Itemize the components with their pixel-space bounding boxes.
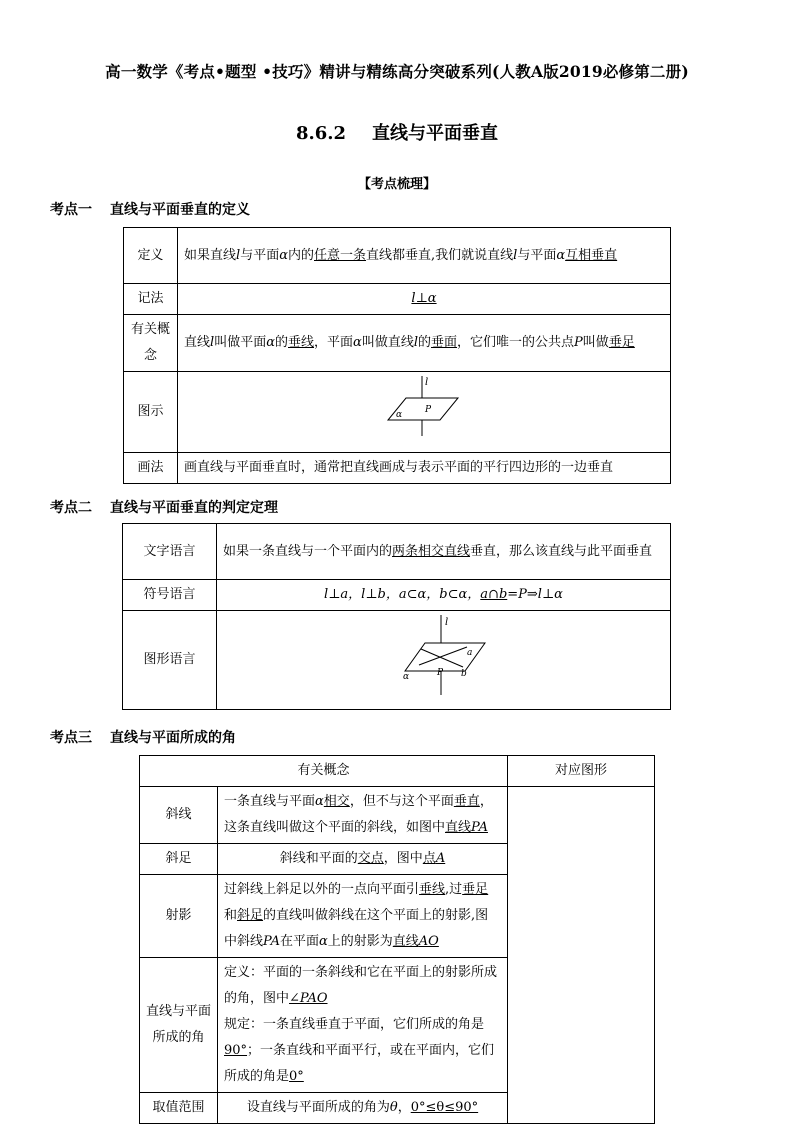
section-number: 8.6.2 bbox=[295, 123, 347, 144]
section2-heading bbox=[50, 497, 278, 517]
label-alpha: α bbox=[402, 672, 409, 682]
section1-title: 直线与平面垂直的定义 bbox=[110, 202, 250, 218]
text-lang-cell: 如果一条直线与一个平面内的两条相交直线垂直，那么该直线与此平面垂直 bbox=[217, 524, 671, 580]
label-l: l bbox=[444, 617, 448, 628]
slant-label: 斜线 bbox=[140, 787, 218, 844]
table-row bbox=[124, 228, 671, 284]
label-alpha: α bbox=[396, 410, 403, 420]
summary-label: 【考点梳理】 bbox=[357, 177, 436, 192]
label-b: b bbox=[460, 669, 467, 679]
figure-cell bbox=[508, 787, 655, 1124]
def-label: 定义 bbox=[124, 228, 178, 284]
page-header: 高一数学《考点•题型 •技巧》精讲与精练高分突破系列(人教A版2019必修第二册) bbox=[105, 62, 689, 81]
foot-label: 斜足 bbox=[140, 844, 218, 875]
page-title bbox=[0, 119, 794, 145]
plane-alpha bbox=[405, 643, 485, 671]
fig-label: 图示 bbox=[124, 372, 178, 453]
label-p: P bbox=[425, 405, 432, 415]
section3-title: 直线与平面所成的角 bbox=[110, 730, 236, 746]
table-row bbox=[123, 524, 671, 580]
line-b bbox=[421, 649, 463, 667]
draw-label: 画法 bbox=[124, 453, 178, 484]
def-cell: 如果直线l与平面α内的任意一条直线都垂直,我们就说直线l与平面α互相垂直 bbox=[178, 228, 671, 284]
table-row bbox=[123, 611, 671, 710]
label-l: l bbox=[425, 377, 429, 388]
section2-label: 考点二 bbox=[50, 500, 92, 516]
section2-title: 直线与平面垂直的判定定理 bbox=[110, 500, 278, 516]
projection-label: 射影 bbox=[140, 875, 218, 958]
foot-cell: 斜线和平面的交点，图中点A bbox=[218, 844, 508, 875]
note-label: 记法 bbox=[124, 284, 178, 315]
symbol-lang-label: 符号语言 bbox=[123, 580, 217, 611]
table-row bbox=[124, 284, 671, 315]
symbol-lang-cell: l⊥a，l⊥b，a⊂α，b⊂α，a∩b=P⇒l⊥α bbox=[217, 580, 671, 611]
range-cell: 设直线与平面所成的角为θ，0°≤θ≤90° bbox=[218, 1093, 508, 1124]
table-row bbox=[124, 315, 671, 372]
label-a: a bbox=[466, 648, 472, 658]
section1-heading bbox=[50, 199, 250, 219]
section1-label: 考点一 bbox=[50, 202, 92, 218]
definition-table bbox=[123, 227, 671, 484]
concept-cell: 直线l叫做平面α的垂线，平面α叫做直线l的垂面，它们唯一的公共点P叫做垂足 bbox=[178, 315, 671, 372]
col-header-figure: 对应图形 bbox=[508, 756, 655, 787]
text-lang-label: 文字语言 bbox=[123, 524, 217, 580]
perpendicular-figure bbox=[374, 374, 474, 440]
fig-cell bbox=[178, 372, 671, 453]
line-a bbox=[419, 647, 467, 665]
concept-label: 有关概念 bbox=[124, 315, 178, 372]
col-header-concept: 有关概念 bbox=[140, 756, 508, 787]
angle-table bbox=[139, 755, 655, 1124]
graph-lang-cell bbox=[217, 611, 671, 710]
theorem-figure bbox=[389, 613, 499, 697]
table-row bbox=[124, 453, 671, 484]
note-cell bbox=[178, 284, 671, 315]
table-row bbox=[140, 756, 655, 787]
section3-label: 考点三 bbox=[50, 730, 92, 746]
table-row bbox=[124, 372, 671, 453]
projection-cell: 过斜线上斜足以外的一点向平面引垂线,过垂足和斜足的直线叫做斜线在这个平面上的射影,图中斜线PA在平面α上的射影为直线AO bbox=[218, 875, 508, 958]
slant-cell: 一条直线与平面α相交，但不与这个平面垂直，这条直线叫做这个平面的斜线，如图中直线PA bbox=[218, 787, 508, 844]
draw-cell: 画直线与平面垂直时，通常把直线画成与表示平面的平行四边形的一边垂直 bbox=[178, 453, 671, 484]
table-row bbox=[123, 580, 671, 611]
section3-heading bbox=[50, 727, 236, 747]
note-value: l⊥α bbox=[411, 291, 437, 306]
angle-label: 直线与平面所成的角 bbox=[140, 958, 218, 1093]
theorem-table bbox=[122, 523, 671, 710]
label-p: P bbox=[436, 668, 443, 678]
angle-cell: 定义：平面的一条斜线和它在平面上的射影所成的角，图中∠PAO 规定：一条直线垂直于平面，它们所成的角是90°；一条直线和平面平行，或在平面内，它们所成的角是0° bbox=[218, 958, 508, 1093]
range-label: 取值范围 bbox=[140, 1093, 218, 1124]
graph-lang-label: 图形语言 bbox=[123, 611, 217, 710]
table-row bbox=[140, 787, 655, 844]
section-title: 直线与平面垂直 bbox=[372, 123, 499, 144]
